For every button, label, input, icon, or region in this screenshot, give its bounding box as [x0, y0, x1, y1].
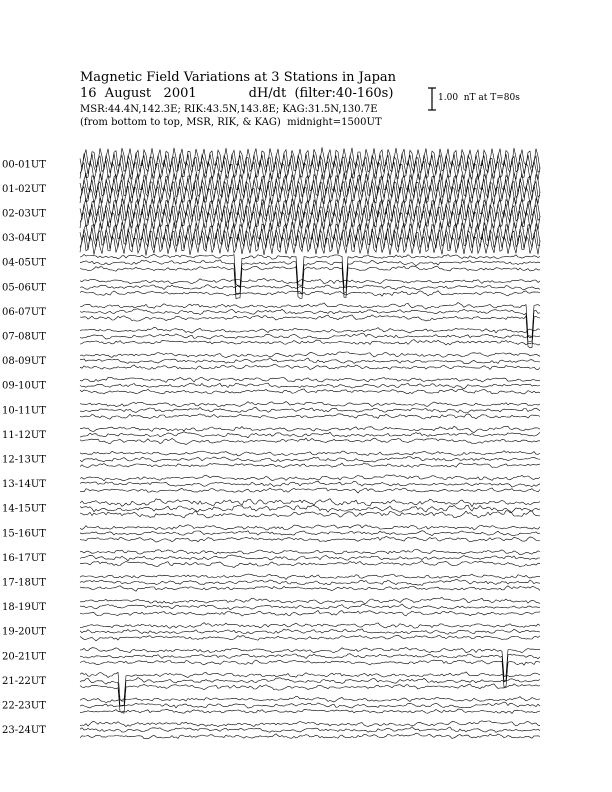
trace-KAG-10-11UT — [80, 402, 540, 407]
row-label-10-11UT: 10-11UT — [2, 405, 46, 417]
trace-KAG-17-18UT — [80, 574, 540, 579]
trace-MSR-20-21UT — [80, 660, 540, 687]
trace-MSR-21-22UT — [80, 684, 540, 713]
trace-RIK-20-21UT — [80, 654, 540, 682]
trace-KAG-16-17UT — [80, 550, 540, 555]
trace-MSR-22-23UT — [80, 709, 540, 713]
row-label-15-16UT: 15-16UT — [2, 528, 46, 540]
trace-RIK-12-13UT — [80, 457, 540, 463]
trace-MSR-14-15UT — [80, 511, 540, 518]
row-label-01-02UT: 01-02UT — [2, 183, 46, 195]
trace-MSR-05-06UT — [80, 291, 540, 296]
trace-MSR-18-19UT — [80, 610, 540, 616]
trace-order-note: (from bottom to top, MSR, RIK, & KAG) midnight=1500UT — [80, 117, 382, 128]
trace-MSR-08-09UT — [80, 364, 540, 370]
row-label-07-08UT: 07-08UT — [2, 331, 46, 343]
trace-RIK-21-22UT — [80, 678, 540, 707]
row-label-16-17UT: 16-17UT — [2, 552, 46, 564]
trace-RIK-08-09UT — [80, 358, 540, 364]
trace-MSR-13-14UT — [80, 488, 540, 493]
trace-KAG-11-12UT — [80, 426, 540, 432]
row-label-13-14UT: 13-14UT — [2, 479, 46, 491]
trace-RIK-19-20UT — [80, 629, 540, 635]
trace-RIK-05-06UT — [80, 285, 540, 290]
trace-KAG-21-22UT — [80, 672, 540, 701]
trace-KAG-22-23UT — [80, 696, 540, 702]
trace-RIK-22-23UT — [80, 702, 540, 708]
trace-KAG-05-06UT — [80, 279, 540, 284]
trace-MSR-11-12UT — [80, 438, 540, 444]
row-label-11-12UT: 11-12UT — [2, 429, 46, 441]
trace-KAG-23-24UT — [80, 721, 540, 727]
trace-RIK-11-12UT — [80, 432, 540, 438]
trace-RIK-07-08UT — [80, 333, 540, 339]
row-label-22-23UT: 22-23UT — [2, 700, 46, 712]
trace-RIK-16-17UT — [80, 555, 540, 561]
trace-KAG-08-09UT — [80, 352, 540, 358]
row-label-04-05UT: 04-05UT — [2, 257, 46, 269]
trace-MSR-15-16UT — [80, 537, 540, 543]
date-label: 16 August 2001 — [80, 86, 197, 101]
row-label-17-18UT: 17-18UT — [2, 577, 46, 589]
trace-RIK-17-18UT — [80, 580, 540, 586]
trace-MSR-17-18UT — [80, 586, 540, 592]
row-label-09-10UT: 09-10UT — [2, 380, 46, 392]
trace-MSR-23-24UT — [80, 733, 540, 739]
row-label-05-06UT: 05-06UT — [2, 282, 46, 294]
trace-KAG-07-08UT — [80, 327, 540, 333]
row-label-02-03UT: 02-03UT — [2, 208, 46, 220]
row-label-21-22UT: 21-22UT — [2, 675, 46, 687]
trace-MSR-07-08UT — [80, 340, 540, 346]
row-labels — [2, 159, 46, 736]
trace-RIK-15-16UT — [80, 531, 540, 536]
trace-RIK-13-14UT — [80, 481, 540, 487]
row-label-23-24UT: 23-24UT — [2, 725, 46, 737]
trace-RIK-23-24UT — [80, 727, 540, 733]
row-label-00-01UT: 00-01UT — [2, 159, 46, 171]
trace-MSR-09-10UT — [80, 389, 540, 394]
row-label-18-19UT: 18-19UT — [2, 602, 46, 614]
trace-group — [80, 147, 540, 738]
page-title: Magnetic Field Variations at 3 Stations in Japan — [80, 70, 397, 85]
station-coordinates: MSR:44.4N,142.3E; RIK:43.5N,143.8E; KAG:31.5N,130.7E — [80, 104, 378, 115]
row-label-06-07UT: 06-07UT — [2, 306, 46, 318]
row-label-14-15UT: 14-15UT — [2, 503, 46, 515]
trace-MSR-12-13UT — [80, 463, 540, 468]
scale-bar-label: 1.00 nT at T=80s — [438, 93, 520, 103]
row-label-19-20UT: 19-20UT — [2, 626, 46, 638]
trace-RIK-10-11UT — [80, 407, 540, 413]
row-label-20-21UT: 20-21UT — [2, 651, 46, 663]
trace-MSR-16-17UT — [80, 561, 540, 568]
row-label-03-04UT: 03-04UT — [2, 233, 46, 245]
trace-RIK-18-19UT — [80, 604, 540, 610]
trace-KAG-12-13UT — [80, 451, 540, 456]
trace-MSR-19-20UT — [80, 635, 540, 640]
row-label-08-09UT: 08-09UT — [2, 356, 46, 368]
trace-KAG-13-14UT — [80, 475, 540, 481]
trace-KAG-19-20UT — [80, 623, 540, 629]
quantity-label: dH/dt (filter:40-160s) — [248, 86, 394, 101]
trace-KAG-15-16UT — [80, 525, 540, 530]
trace-RIK-14-15UT — [80, 505, 540, 512]
trace-KAG-06-07UT — [80, 303, 540, 338]
trace-KAG-09-10UT — [80, 377, 540, 382]
trace-KAG-18-19UT — [80, 597, 540, 604]
scale-bar — [428, 88, 436, 110]
trace-KAG-14-15UT — [80, 499, 540, 507]
trace-RIK-09-10UT — [80, 383, 540, 389]
row-label-12-13UT: 12-13UT — [2, 454, 46, 466]
trace-MSR-10-11UT — [80, 414, 540, 419]
